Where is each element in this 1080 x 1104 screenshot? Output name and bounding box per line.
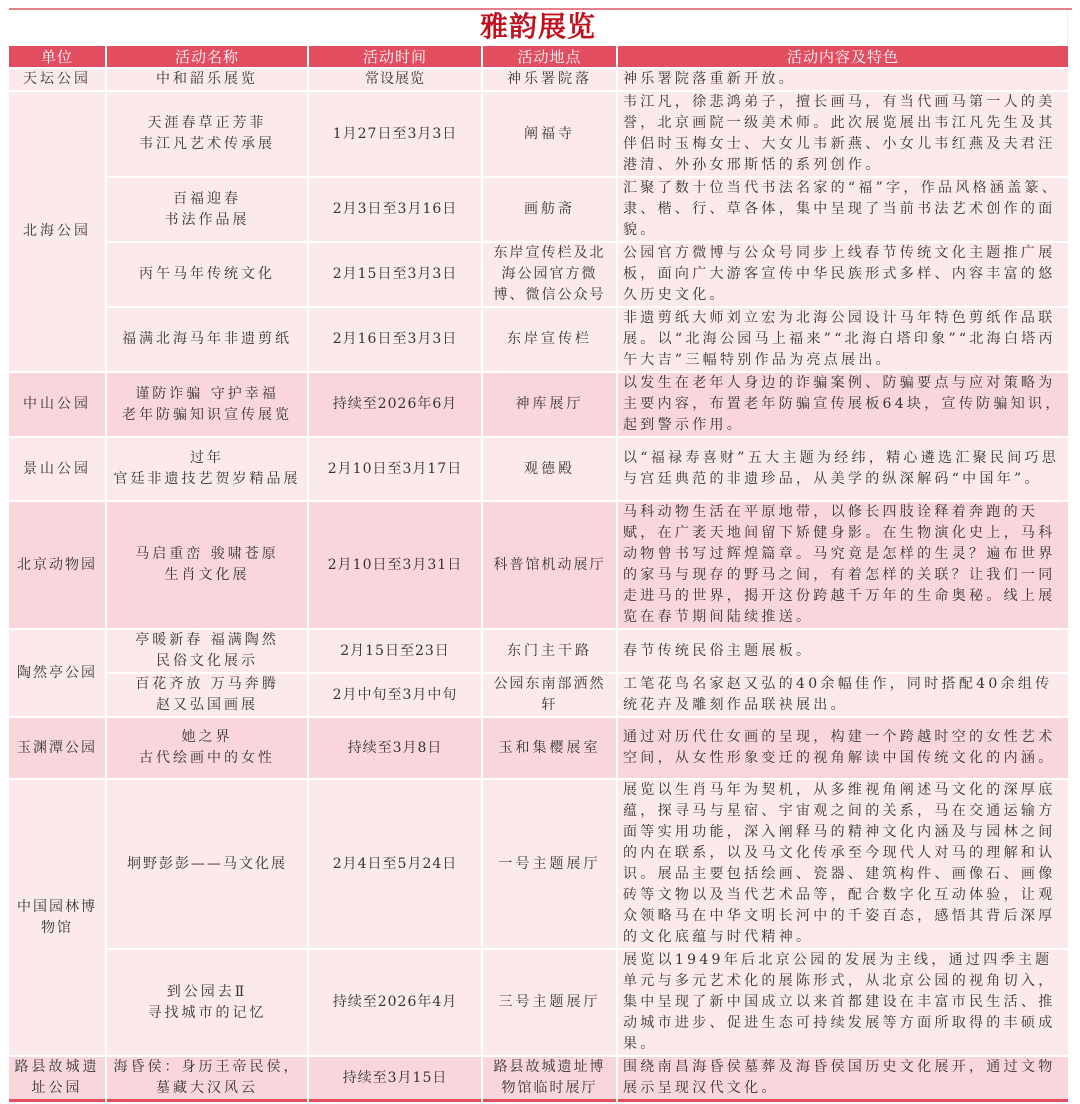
cell-unit: 中国园林博物馆 bbox=[9, 780, 105, 1055]
table-row bbox=[9, 780, 1068, 948]
cell-time: 持续至3月15日 bbox=[309, 1057, 481, 1102]
cell-place: 玉和集樱展室 bbox=[483, 718, 616, 778]
table-row bbox=[9, 308, 1068, 371]
table-row bbox=[9, 243, 1068, 306]
cell-name: 谨防诈骗 守护幸福 老年防骗知识宣传展览 bbox=[107, 373, 307, 436]
cell-place: 东门主干路 bbox=[483, 630, 616, 672]
cell-name: 福满北海马年非遗剪纸 bbox=[107, 308, 307, 371]
cell-desc: 春节传统民俗主题展板。 bbox=[618, 630, 1068, 672]
cell-unit: 中山公园 bbox=[9, 373, 105, 436]
cell-place: 观德殿 bbox=[483, 438, 616, 500]
cell-time: 2月15日至3月3日 bbox=[309, 243, 481, 306]
cell-name: 丙午马年传统文化 bbox=[107, 243, 307, 306]
table-row bbox=[9, 674, 1068, 716]
cell-time: 持续至3月8日 bbox=[309, 718, 481, 778]
cell-unit: 北海公园 bbox=[9, 92, 105, 371]
cell-name: 亭暖新春 福满陶然 民俗文化展示 bbox=[107, 630, 307, 672]
cell-desc: 展览以1949年后北京公园的发展为主线，通过四季主题单元与多元艺术化的展陈形式，从北京公园的视角切入，集中呈现了新中国成立以来首都建设在丰富市民生活、推动城市进步、促进生态可持续发展等方面所取得的丰硕成果。 bbox=[618, 950, 1068, 1055]
cell-place: 一号主题展厅 bbox=[483, 780, 616, 948]
cell-desc: 韦江凡，徐悲鸿弟子，擅长画马，有当代画马第一人的美誉，北京画院一级美术师。此次展览展出韦江凡先生及其伴侣时玉梅女士、大女儿韦新燕、小女儿韦红燕及夫君汪港清、外孙女邢斯恬的系列创作。 bbox=[618, 92, 1068, 176]
cell-time: 常设展览 bbox=[309, 69, 481, 90]
header-time: 活动时间 bbox=[309, 46, 481, 67]
cell-unit: 路县故城遗址公园 bbox=[9, 1057, 105, 1102]
cell-name: 马启重峦 骏啸苍原 生肖文化展 bbox=[107, 502, 307, 628]
cell-unit: 玉渊潭公园 bbox=[9, 718, 105, 778]
cell-desc: 神乐署院落重新开放。 bbox=[618, 69, 1068, 90]
cell-desc: 汇聚了数十位当代书法名家的“福”字，作品风格涵盖篆、隶、楷、行、草各体，集中呈现了当前书法艺术创作的面貌。 bbox=[618, 178, 1068, 241]
cell-unit: 北京动物园 bbox=[9, 502, 105, 628]
cell-unit: 天坛公园 bbox=[9, 69, 105, 90]
cell-time: 持续至2026年6月 bbox=[309, 373, 481, 436]
cell-name: 过年 官廷非遗技艺贺岁精品展 bbox=[107, 438, 307, 500]
cell-time: 持续至2026年4月 bbox=[309, 950, 481, 1055]
cell-desc: 围绕南昌海昏侯墓葬及海昏侯国历史文化展开，通过文物展示呈现汉代文化。 bbox=[618, 1057, 1068, 1102]
table-row bbox=[9, 69, 1068, 90]
cell-time: 2月10日至3月31日 bbox=[309, 502, 481, 628]
cell-name: 中和韶乐展览 bbox=[107, 69, 307, 90]
table-row bbox=[9, 438, 1068, 500]
cell-place: 画舫斋 bbox=[483, 178, 616, 241]
cell-place: 科普馆机动展厅 bbox=[483, 502, 616, 628]
cell-place: 公园东南部洒然轩 bbox=[483, 674, 616, 716]
cell-name: 天涯春草正芳菲 韦江凡艺术传承展 bbox=[107, 92, 307, 176]
cell-name: 到公园去Ⅱ 寻找城市的记忆 bbox=[107, 950, 307, 1055]
table-row bbox=[9, 92, 1068, 176]
cell-time: 2月16日至3月3日 bbox=[309, 308, 481, 371]
cell-name: 坰野彭彭——马文化展 bbox=[107, 780, 307, 948]
header-name: 活动名称 bbox=[107, 46, 307, 67]
table-row bbox=[9, 373, 1068, 436]
cell-desc: 以“福禄寿喜财”五大主题为经纬，精心遴选汇聚民间巧思与宫廷典范的非遗珍品，从美学的纵深解码“中国年”。 bbox=[618, 438, 1068, 500]
header-place: 活动地点 bbox=[483, 46, 616, 67]
cell-desc: 以发生在老年人身边的诈骗案例、防骗要点与应对策略为主要内容，布置老年防骗宣传展板64块，宣传防骗知识，起到警示作用。 bbox=[618, 373, 1068, 436]
cell-unit: 景山公园 bbox=[9, 438, 105, 500]
header-desc: 活动内容及特色 bbox=[618, 46, 1068, 67]
cell-place: 神库展厅 bbox=[483, 373, 616, 436]
cell-desc: 展览以生肖马年为契机，从多维视角阐述马文化的深厚底蕴，探寻马与星宿、宇宙观之间的关系，马在交通运输方面等实用功能，深入阐释马的精神文化内涵及与园林之间的内在联系，以及马文化传承至今现代人对马的理解和认识。展品主要包括绘画、瓷器、建筑构件、画像石、画像砖等文物以及当代艺术品等，配合数字化互动体验，让观众领略马在中华文明长河中的千姿百态，感悟其背后深厚的文化底蕴与时代精神。 bbox=[618, 780, 1068, 948]
table-row bbox=[9, 1057, 1068, 1102]
table-row bbox=[9, 178, 1068, 241]
page-title: 雅韵展览 bbox=[9, 10, 1068, 44]
cell-unit: 陶然亭公园 bbox=[9, 630, 105, 716]
cell-name: 百花齐放 万马奔腾 赵又弘国画展 bbox=[107, 674, 307, 716]
cell-name: 百福迎春 书法作品展 bbox=[107, 178, 307, 241]
cell-place: 阐福寺 bbox=[483, 92, 616, 176]
cell-desc: 公园官方微博与公众号同步上线春节传统文化主题推广展板，面向广大游客宣传中华民族形式多样、内容丰富的悠久历史文化。 bbox=[618, 243, 1068, 306]
cell-place: 路县故城遗址博物馆临时展厅 bbox=[483, 1057, 616, 1102]
cell-place: 神乐署院落 bbox=[483, 69, 616, 90]
cell-desc: 非遗剪纸大师刘立宏为北海公园设计马年特色剪纸作品联展。以“北海公园马上福来”“北海白塔印象”“北海白塔丙午大吉”三幅特别作品为亮点展出。 bbox=[618, 308, 1068, 371]
table-row bbox=[9, 502, 1068, 628]
cell-time: 2月3日至3月16日 bbox=[309, 178, 481, 241]
cell-time: 2月10日至3月17日 bbox=[309, 438, 481, 500]
cell-time: 2月中旬至3月中旬 bbox=[309, 674, 481, 716]
cell-place: 东岸宣传栏及北海公园官方微博、微信公众号 bbox=[483, 243, 616, 306]
cell-name: 她之界 古代绘画中的女性 bbox=[107, 718, 307, 778]
cell-time: 1月27日至3月3日 bbox=[309, 92, 481, 176]
table-row bbox=[9, 630, 1068, 672]
table-row bbox=[9, 718, 1068, 778]
header-unit: 单位 bbox=[9, 46, 105, 67]
cell-place: 东岸宣传栏 bbox=[483, 308, 616, 371]
cell-place: 三号主题展厅 bbox=[483, 950, 616, 1055]
table-row bbox=[9, 950, 1068, 1055]
exhibition-table bbox=[7, 8, 1070, 1104]
cell-desc: 工笔花鸟名家赵又弘的40余幅佳作，同时搭配40余组传统花卉及雕刻作品联袂展出。 bbox=[618, 674, 1068, 716]
cell-desc: 马科动物生活在平原地带，以修长四肢诠释着奔跑的天赋，在广袤天地间留下矫健身影。在生物演化史上，马科动物曾书写过辉煌篇章。马究竟是怎样的生灵？遍布世界的家马与现存的野马之间，有着怎样的关联？让我们一同走进马的世界，揭开这份跨越千万年的生命奥秘。线上展览在春节期间陆续推送。 bbox=[618, 502, 1068, 628]
cell-time: 2月4日至5月24日 bbox=[309, 780, 481, 948]
cell-desc: 通过对历代仕女画的呈现，构建一个跨越时空的女性艺术空间，从女性形象变迁的视角解读中国传统文化的内涵。 bbox=[618, 718, 1068, 778]
cell-name: 海昏侯：身历王帝民侯，墓藏大汉风云 bbox=[107, 1057, 307, 1102]
cell-time: 2月15日至23日 bbox=[309, 630, 481, 672]
table-header-row bbox=[9, 46, 1068, 67]
